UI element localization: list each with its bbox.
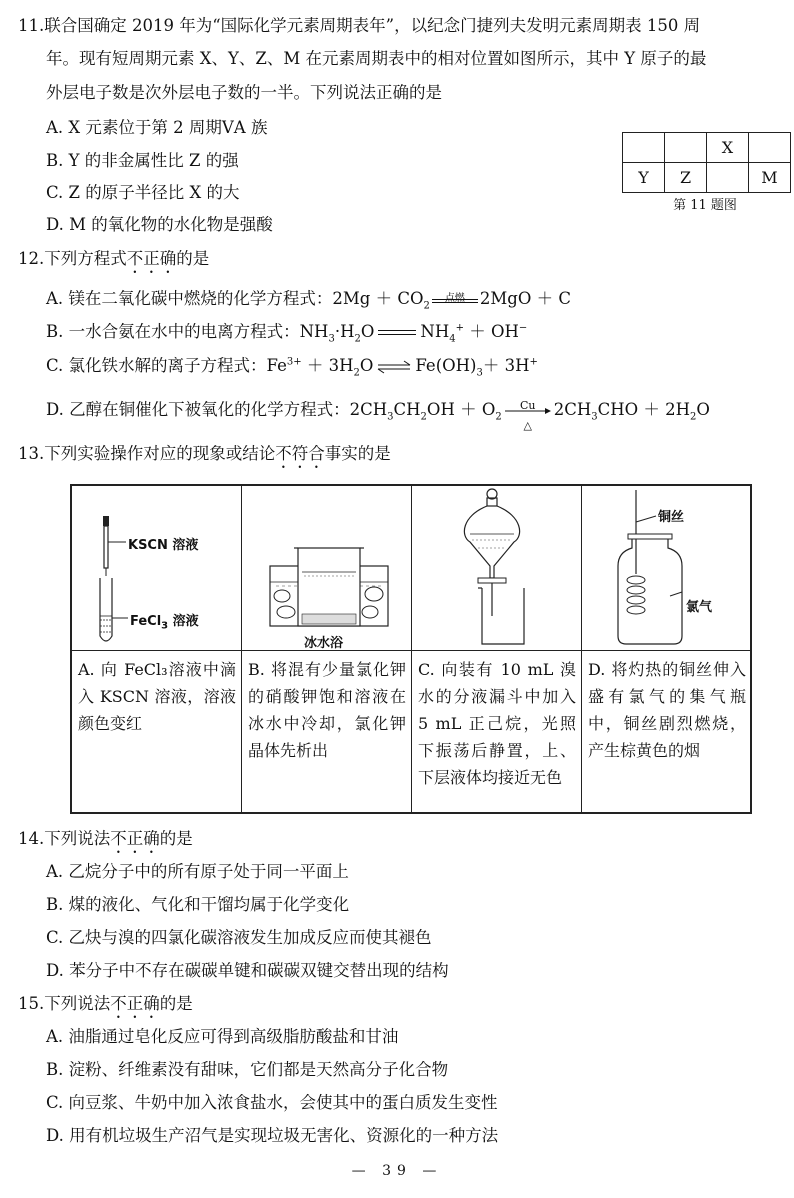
cell (707, 163, 749, 193)
q11-option-b: B. Y 的非金属性比 Z 的强 (46, 151, 239, 170)
experiment-a-cell (72, 486, 242, 812)
q15-option-d: D. 用有机垃圾生产沼气是实现垃圾无害化、资源化的一种方法 (46, 1126, 499, 1145)
q12-option-a: A. 镁在二氧化碳中燃烧的化学方程式：$2Mg + CO_2$ 点燃 2MgO ＋ C (46, 289, 571, 312)
experiment-d-text: D. 将灼热的铜丝伸入盛有氯气的集气瓶中，铜丝剧烈燃烧，产生棕黄色的烟 (588, 660, 746, 760)
experiment-table (70, 484, 752, 814)
ice-bath-label: 冰水浴 (304, 636, 344, 651)
kscn-label: KSCN 溶液 (128, 538, 199, 553)
cell (749, 133, 791, 163)
page-number: — 39 — (351, 1163, 443, 1179)
cell (665, 133, 707, 163)
q11-option-d: D. M 的氧化物的水化物是强酸 (46, 215, 273, 234)
experiment-c-text: C. 向装有 10 mL 溴水的分液漏斗中加入 5 mL 正己烷，光照下振荡后静置，上、下层液体均接近无色 (418, 660, 576, 787)
cell: X (707, 133, 749, 163)
q12-option-b: B. 一水合氨在水中的电离方程式：$NH_3\cdot H_2O$ $NH_4^+ + OH^-$ (46, 322, 528, 345)
q15-stem: 15.下列说法不正确的是 (18, 994, 193, 1013)
experiment-b-text: B. 将混有少量氯化钾的硝酸钾饱和溶液在冰水中冷却，氯化钾晶体先析出 (248, 660, 406, 760)
separatory-funnel-figure (412, 486, 582, 650)
periodic-table-figure (622, 132, 791, 193)
cell: Y (623, 163, 665, 193)
q15-option-c: C. 向豆浆、牛奶中加入浓食盐水，会使其中的蛋白质发生变性 (46, 1093, 498, 1112)
q14-option-c: C. 乙炔与溴的四氯化碳溶液发生加成反应而使其褪色 (46, 928, 432, 947)
cell (623, 133, 665, 163)
q11-option-c: C. Z 的原子半径比 X 的大 (46, 183, 240, 202)
q11-stem-line1: 11.联合国确定 2019 年为“国际化学元素周期表年”，以纪念门捷列夫发明元素周期表 150 周 (18, 16, 701, 35)
q11-stem-line2: 年。现有短周期元素 X、Y、Z、M 在元素周期表中的相对位置如图所示，其中 Y 原子的最 (46, 49, 707, 68)
experiment-a-text: A. 向 FeCl₃溶液中滴入 KSCN 溶液，溶液颜色变红 (78, 660, 236, 733)
q12-option-d: D. 乙醇在铜催化下被氧化的化学方程式：$2CH_3CH_2OH + O_2$ Cu △ $2CH_3CHO + 2H_2O$ (46, 398, 710, 432)
fecl3-label: FeCl$_3$ 溶液 (130, 614, 199, 632)
reversible-arrow-icon (375, 360, 413, 374)
q11-stem-line3: 外层电子数是次外层电子数的一半。下列说法正确的是 (46, 83, 442, 102)
chlorine-label: 氯气 (686, 600, 713, 615)
q14-option-a: A. 乙烷分子中的所有原子处于同一平面上 (46, 862, 349, 881)
q11-option-a: A. X 元素位于第 2 周期ⅤA 族 (46, 118, 268, 137)
experiment-b-cell (242, 486, 412, 812)
copper-wire-label: 铜丝 (658, 510, 685, 525)
experiment-d-cell (582, 486, 752, 812)
q15-option-a: A. 油脂通过皂化反应可得到高级脂肪酸盐和甘油 (46, 1027, 399, 1046)
experiment-c-cell (412, 486, 582, 812)
q15-option-b: B. 淀粉、纤维素没有甜味，它们都是天然高分子化合物 (46, 1060, 449, 1079)
q14-option-d: D. 苯分子中不存在碳碳单键和碳碳双键交替出现的结构 (46, 961, 449, 980)
q14-option-b: B. 煤的液化、气化和干馏均属于化学变化 (46, 895, 350, 914)
q13-stem: 13.下列实验操作对应的现象或结论不符合事实的是 (18, 444, 391, 463)
figure-caption: 第 11 题图 (673, 198, 737, 213)
q12-option-c: C. 氯化铁水解的离子方程式：$Fe^{3+} + 3H_2O$ $Fe(OH)_3+ 3H^+$ (46, 356, 538, 379)
cell: Z (665, 163, 707, 193)
cell: M (749, 163, 791, 193)
q12-stem: 12.下列方程式不正确的是 (18, 249, 210, 268)
ice-bath-figure (242, 486, 412, 650)
q14-stem: 14.下列说法不正确的是 (18, 829, 193, 848)
